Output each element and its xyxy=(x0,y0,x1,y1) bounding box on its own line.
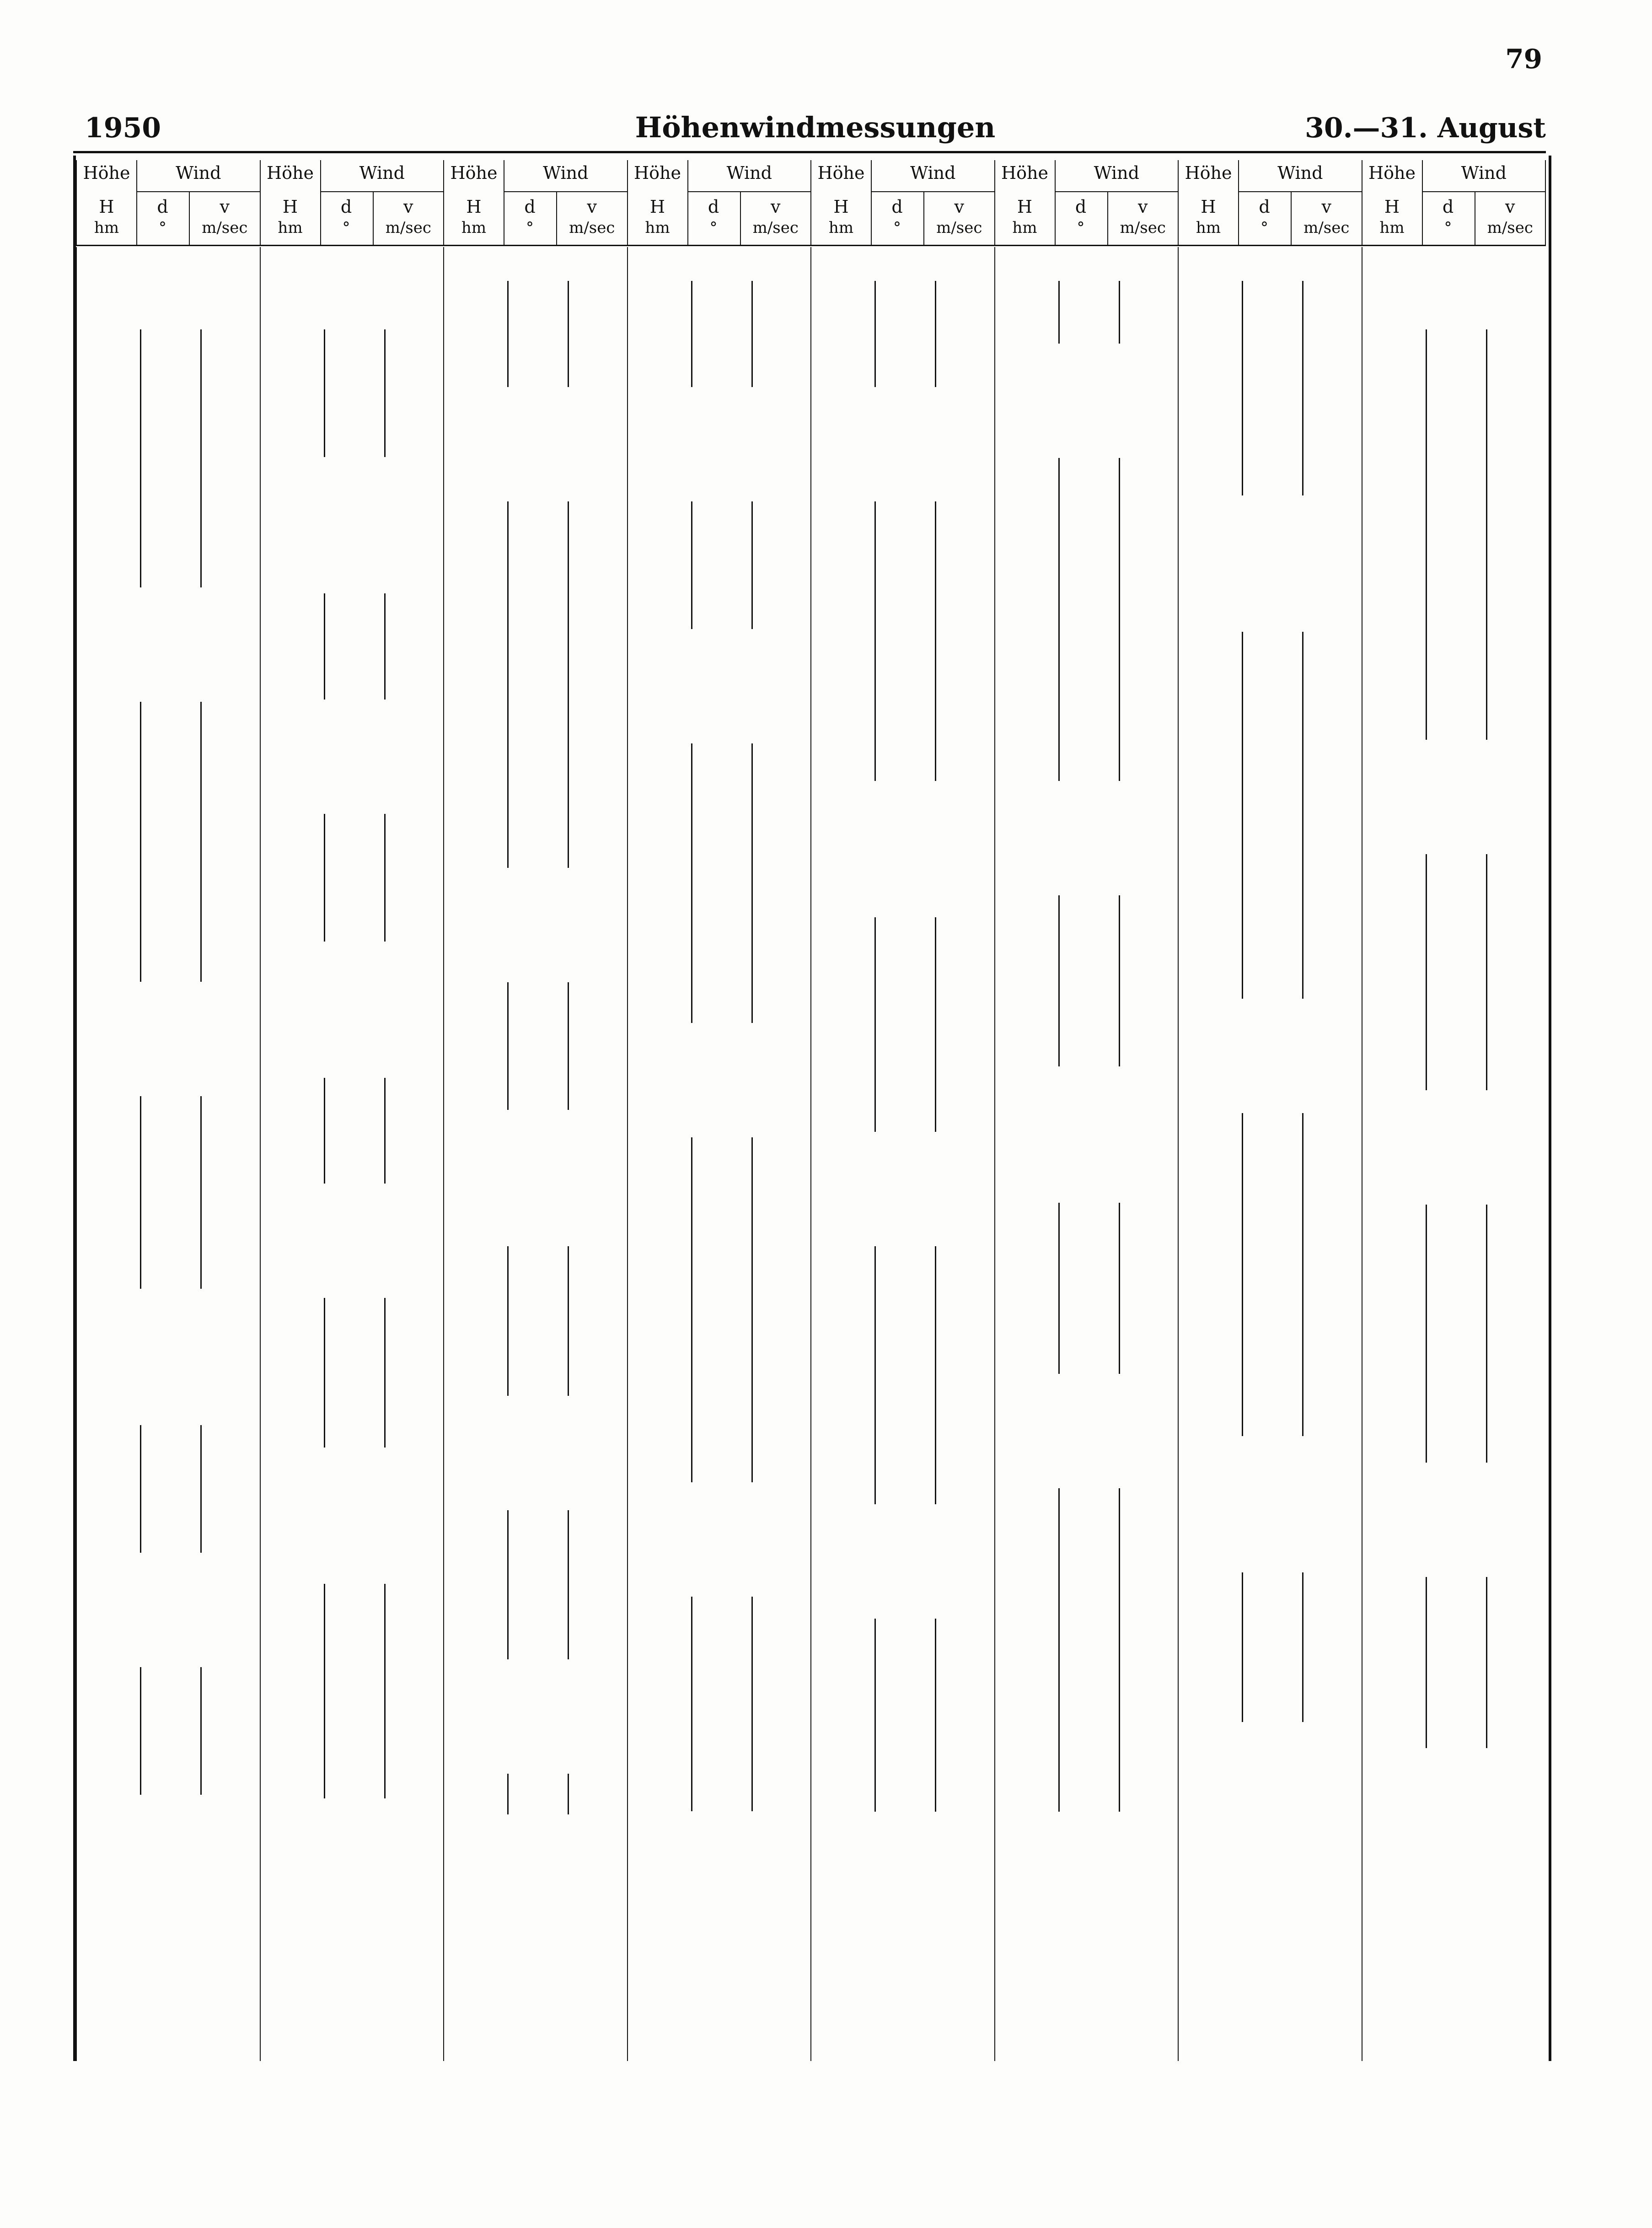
value-divider xyxy=(140,1667,141,1795)
header-label: v xyxy=(403,197,413,217)
value-divider xyxy=(568,281,569,387)
value-divider xyxy=(384,1298,386,1448)
value-divider xyxy=(200,329,202,587)
value-divider xyxy=(1242,632,1243,999)
header-label: v xyxy=(1321,197,1331,217)
header-label: ° xyxy=(1444,219,1452,237)
header-divider xyxy=(687,160,688,245)
year: 1950 xyxy=(85,112,161,144)
value-divider xyxy=(1058,458,1060,781)
value-divider xyxy=(1119,1488,1120,1812)
column-header-6 xyxy=(994,160,1179,246)
value-divider xyxy=(324,329,325,457)
header-label: Wind xyxy=(176,163,221,183)
value-divider xyxy=(874,917,876,1132)
value-divider xyxy=(751,501,753,629)
value-divider xyxy=(324,814,325,942)
header-label: hm xyxy=(1379,219,1405,237)
header-rule xyxy=(136,191,261,192)
header-label: Wind xyxy=(359,163,405,183)
header-label: d xyxy=(1442,197,1454,217)
top-rule xyxy=(73,151,1546,153)
header-divider xyxy=(923,191,924,245)
value-divider xyxy=(568,1774,569,1814)
column-divider xyxy=(627,247,812,2061)
header-divider xyxy=(871,160,872,245)
value-divider xyxy=(1302,1572,1303,1722)
header-label: H xyxy=(833,197,849,217)
value-divider xyxy=(1486,1205,1487,1463)
header-label: H xyxy=(99,197,114,217)
header-rule xyxy=(687,191,812,192)
value-divider xyxy=(1058,1203,1060,1374)
header-divider xyxy=(556,191,557,245)
header-label: hm xyxy=(828,219,854,237)
value-divider xyxy=(874,281,876,387)
value-divider xyxy=(874,1246,876,1504)
header-divider xyxy=(136,160,137,245)
value-divider xyxy=(384,1078,386,1184)
header-label: Höhe xyxy=(1368,163,1416,183)
header-label: ° xyxy=(893,219,901,237)
value-divider xyxy=(1058,1488,1060,1812)
header-label: m/sec xyxy=(569,219,615,237)
header-label: ° xyxy=(526,219,534,237)
header-label: hm xyxy=(1196,219,1221,237)
value-divider xyxy=(935,281,936,387)
value-divider xyxy=(1486,854,1487,1091)
header-label: ° xyxy=(342,219,350,237)
value-divider xyxy=(1426,854,1427,1091)
header-label: hm xyxy=(1012,219,1037,237)
header-label: Wind xyxy=(1461,163,1507,183)
value-divider xyxy=(751,743,753,1023)
column-header-4 xyxy=(627,160,812,246)
value-divider xyxy=(324,1584,325,1798)
value-divider xyxy=(751,281,753,387)
header-label: m/sec xyxy=(1303,219,1350,237)
value-divider xyxy=(568,1246,569,1396)
header-label: hm xyxy=(645,219,670,237)
value-divider xyxy=(935,1619,936,1812)
header-rule xyxy=(871,191,995,192)
header-rule xyxy=(1238,191,1362,192)
value-divider xyxy=(751,1597,753,1811)
header-label: d xyxy=(340,197,352,217)
header-label: m/sec xyxy=(936,219,982,237)
value-divider xyxy=(324,1298,325,1448)
value-divider xyxy=(691,1597,692,1811)
header-divider xyxy=(1291,191,1292,245)
header-label: ° xyxy=(1260,219,1268,237)
header-label: hm xyxy=(461,219,487,237)
value-divider xyxy=(1302,632,1303,999)
page-title: Höhenwindmessungen xyxy=(635,111,996,144)
value-divider xyxy=(1426,1205,1427,1463)
column-divider xyxy=(1178,247,1362,2061)
value-divider xyxy=(140,702,141,982)
header-label: d xyxy=(1259,197,1270,217)
header-label: d xyxy=(524,197,536,217)
header-label: v xyxy=(771,197,781,217)
header-label: m/sec xyxy=(1120,219,1166,237)
value-divider xyxy=(691,743,692,1023)
value-divider xyxy=(384,329,386,457)
header-label: v xyxy=(954,197,964,217)
column-header-2 xyxy=(260,160,445,246)
header-rule xyxy=(1422,191,1546,192)
header-label: Wind xyxy=(1094,163,1139,183)
value-divider xyxy=(1119,1203,1120,1374)
value-divider xyxy=(568,501,569,868)
value-divider xyxy=(200,1425,202,1553)
value-divider xyxy=(1302,281,1303,495)
value-divider xyxy=(324,1078,325,1184)
value-divider xyxy=(935,1246,936,1504)
value-divider xyxy=(140,329,141,587)
header-label: Höhe xyxy=(817,163,865,183)
header-divider xyxy=(1238,160,1239,245)
header-label: H xyxy=(282,197,298,217)
value-divider xyxy=(507,1510,509,1660)
header-label: H xyxy=(466,197,482,217)
value-divider xyxy=(507,1246,509,1396)
value-divider xyxy=(1119,458,1120,781)
header-label: Wind xyxy=(543,163,589,183)
column-divider xyxy=(994,247,1179,2061)
header-label: Höhe xyxy=(450,163,498,183)
value-divider xyxy=(507,1774,509,1814)
value-divider xyxy=(568,982,569,1110)
header-label: Höhe xyxy=(267,163,314,183)
column-divider xyxy=(443,247,628,2061)
page-number: 79 xyxy=(1505,43,1542,75)
value-divider xyxy=(1058,895,1060,1066)
header-label: Höhe xyxy=(1185,163,1232,183)
header-label: m/sec xyxy=(752,219,799,237)
header-divider xyxy=(1422,160,1423,245)
value-divider xyxy=(568,1510,569,1660)
header-label: d xyxy=(157,197,168,217)
header-rule xyxy=(1055,191,1179,192)
value-divider xyxy=(384,593,386,700)
value-divider xyxy=(874,1619,876,1812)
value-divider xyxy=(1242,1572,1243,1722)
header-label: hm xyxy=(278,219,303,237)
header-divider xyxy=(740,191,741,245)
header-divider xyxy=(373,191,374,245)
header-label: Höhe xyxy=(1001,163,1048,183)
value-divider xyxy=(691,281,692,387)
header-label: H xyxy=(1017,197,1033,217)
value-divider xyxy=(1486,1577,1487,1748)
column-header-7 xyxy=(1178,160,1362,246)
date-range: 30.—31. August xyxy=(1305,112,1546,144)
header-label: d xyxy=(708,197,719,217)
header-label: d xyxy=(1075,197,1087,217)
header-label: hm xyxy=(94,219,119,237)
value-divider xyxy=(691,1137,692,1482)
value-divider xyxy=(324,593,325,700)
header-divider xyxy=(1107,191,1108,245)
value-divider xyxy=(1242,1113,1243,1437)
column-divider xyxy=(1362,247,1546,2061)
value-divider xyxy=(1119,895,1120,1066)
value-divider xyxy=(691,501,692,629)
header-label: v xyxy=(1505,197,1515,217)
value-divider xyxy=(1302,1113,1303,1437)
value-divider xyxy=(751,1137,753,1482)
value-divider xyxy=(200,702,202,982)
header-label: H xyxy=(1201,197,1216,217)
header-rule xyxy=(320,191,445,192)
value-divider xyxy=(1242,281,1243,495)
header-label: Wind xyxy=(910,163,956,183)
header-label: ° xyxy=(159,219,166,237)
column-header-3 xyxy=(443,160,628,246)
header-label: m/sec xyxy=(385,219,431,237)
value-divider xyxy=(935,917,936,1132)
value-divider xyxy=(1426,329,1427,740)
value-divider xyxy=(384,1584,386,1798)
header-divider xyxy=(1055,160,1056,245)
header-label: Wind xyxy=(1277,163,1323,183)
value-divider xyxy=(507,281,509,387)
header-label: Höhe xyxy=(634,163,681,183)
header-label: v xyxy=(220,197,230,217)
header-label: H xyxy=(649,197,665,217)
header-label: Wind xyxy=(726,163,772,183)
header-label: ° xyxy=(709,219,718,237)
column-header-8 xyxy=(1362,160,1546,246)
value-divider xyxy=(1119,281,1120,344)
page-header xyxy=(85,108,1546,144)
header-label: v xyxy=(1138,197,1148,217)
header-divider xyxy=(320,160,321,245)
value-divider xyxy=(874,501,876,781)
column-header-1 xyxy=(76,160,261,246)
header-label: m/sec xyxy=(1487,219,1533,237)
value-divider xyxy=(200,1096,202,1289)
value-divider xyxy=(507,501,509,868)
value-divider xyxy=(140,1096,141,1289)
column-divider xyxy=(260,247,445,2061)
column-header-5 xyxy=(810,160,995,246)
header-rule xyxy=(504,191,628,192)
header-label: v xyxy=(587,197,597,217)
column-header-end xyxy=(1545,160,1546,245)
column-divider xyxy=(76,247,261,2061)
value-divider xyxy=(1486,329,1487,740)
value-divider xyxy=(200,1667,202,1795)
value-divider xyxy=(935,501,936,781)
header-label: d xyxy=(891,197,903,217)
value-divider xyxy=(1426,1577,1427,1748)
header-label: m/sec xyxy=(202,219,248,237)
header-label: Höhe xyxy=(83,163,130,183)
header-label: H xyxy=(1384,197,1400,217)
value-divider xyxy=(507,982,509,1110)
column-divider xyxy=(810,247,995,2061)
value-divider xyxy=(140,1425,141,1553)
header-divider xyxy=(189,191,190,245)
header-label: ° xyxy=(1077,219,1085,237)
value-divider xyxy=(1058,281,1060,344)
value-divider xyxy=(384,814,386,942)
